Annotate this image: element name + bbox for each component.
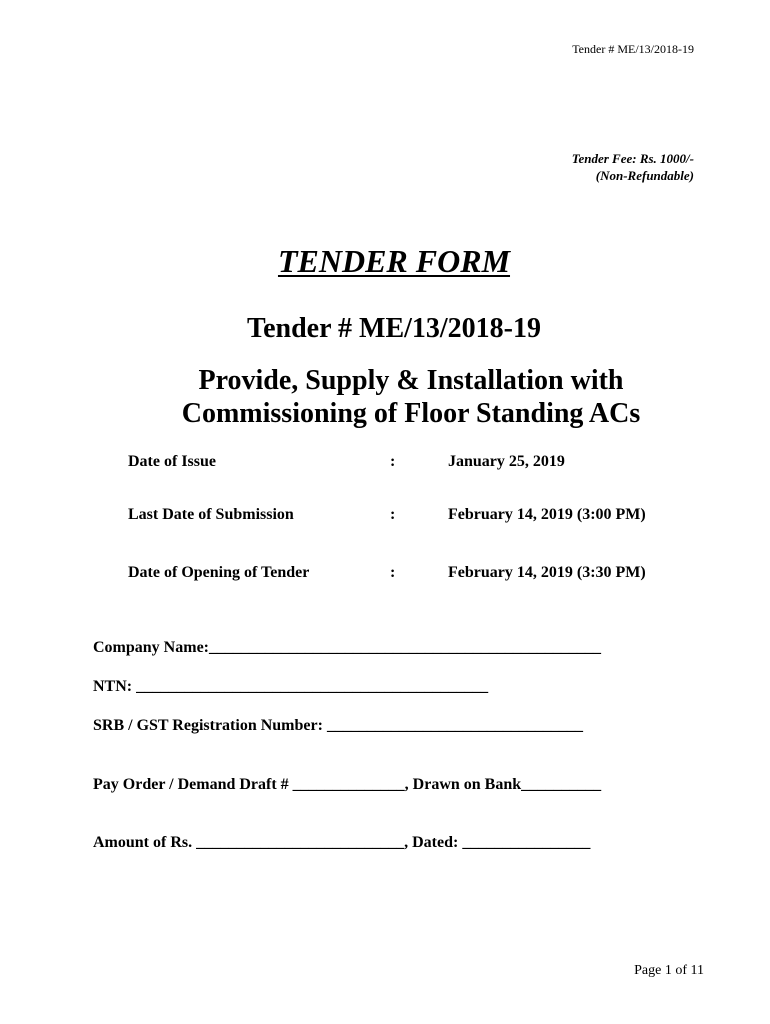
tender-subject: [0, 364, 770, 430]
date-separator: :: [390, 506, 396, 523]
date-row-issue: [128, 452, 688, 472]
srb-gst-registration-field[interactable]: SRB / GST Registration Number: ________________________________: [93, 717, 583, 734]
date-value: January 25, 2019: [448, 453, 565, 470]
tender-fee-block: [572, 150, 694, 184]
date-label: Date of Issue: [128, 453, 216, 470]
date-label: Last Date of Submission: [128, 506, 294, 523]
header-tender-reference: Tender # ME/13/2018-19: [572, 42, 694, 56]
tender-fee-amount: Tender Fee: Rs. 1000/-: [571, 151, 694, 166]
tender-number-heading: Tender # ME/13/2018-19: [246, 313, 541, 344]
page-number: Page 1 of 11: [634, 963, 704, 978]
date-separator: :: [390, 564, 396, 581]
date-value: February 14, 2019 (3:30 PM): [448, 564, 646, 581]
date-value: February 14, 2019 (3:00 PM): [448, 506, 646, 523]
ntn-field[interactable]: NTN: ____________________________________________: [93, 678, 489, 695]
form-title: TENDER FORM: [277, 243, 511, 279]
date-separator: :: [390, 453, 396, 470]
tender-subject-line-1: Provide, Supply & Installation with: [198, 365, 624, 396]
date-row-submission: [128, 505, 688, 525]
date-row-opening: [128, 563, 688, 583]
pay-order-field[interactable]: Pay Order / Demand Draft # ______________, Drawn on Bank__________: [93, 776, 602, 793]
company-name-field[interactable]: Company Name:_________________________________________________: [93, 639, 601, 656]
amount-field[interactable]: Amount of Rs. __________________________, Dated: ________________: [93, 834, 591, 851]
tender-subject-line-2: Commissioning of Floor Standing ACs: [181, 398, 641, 429]
date-label: Date of Opening of Tender: [128, 564, 310, 581]
tender-fee-note: (Non-Refundable): [595, 168, 694, 183]
